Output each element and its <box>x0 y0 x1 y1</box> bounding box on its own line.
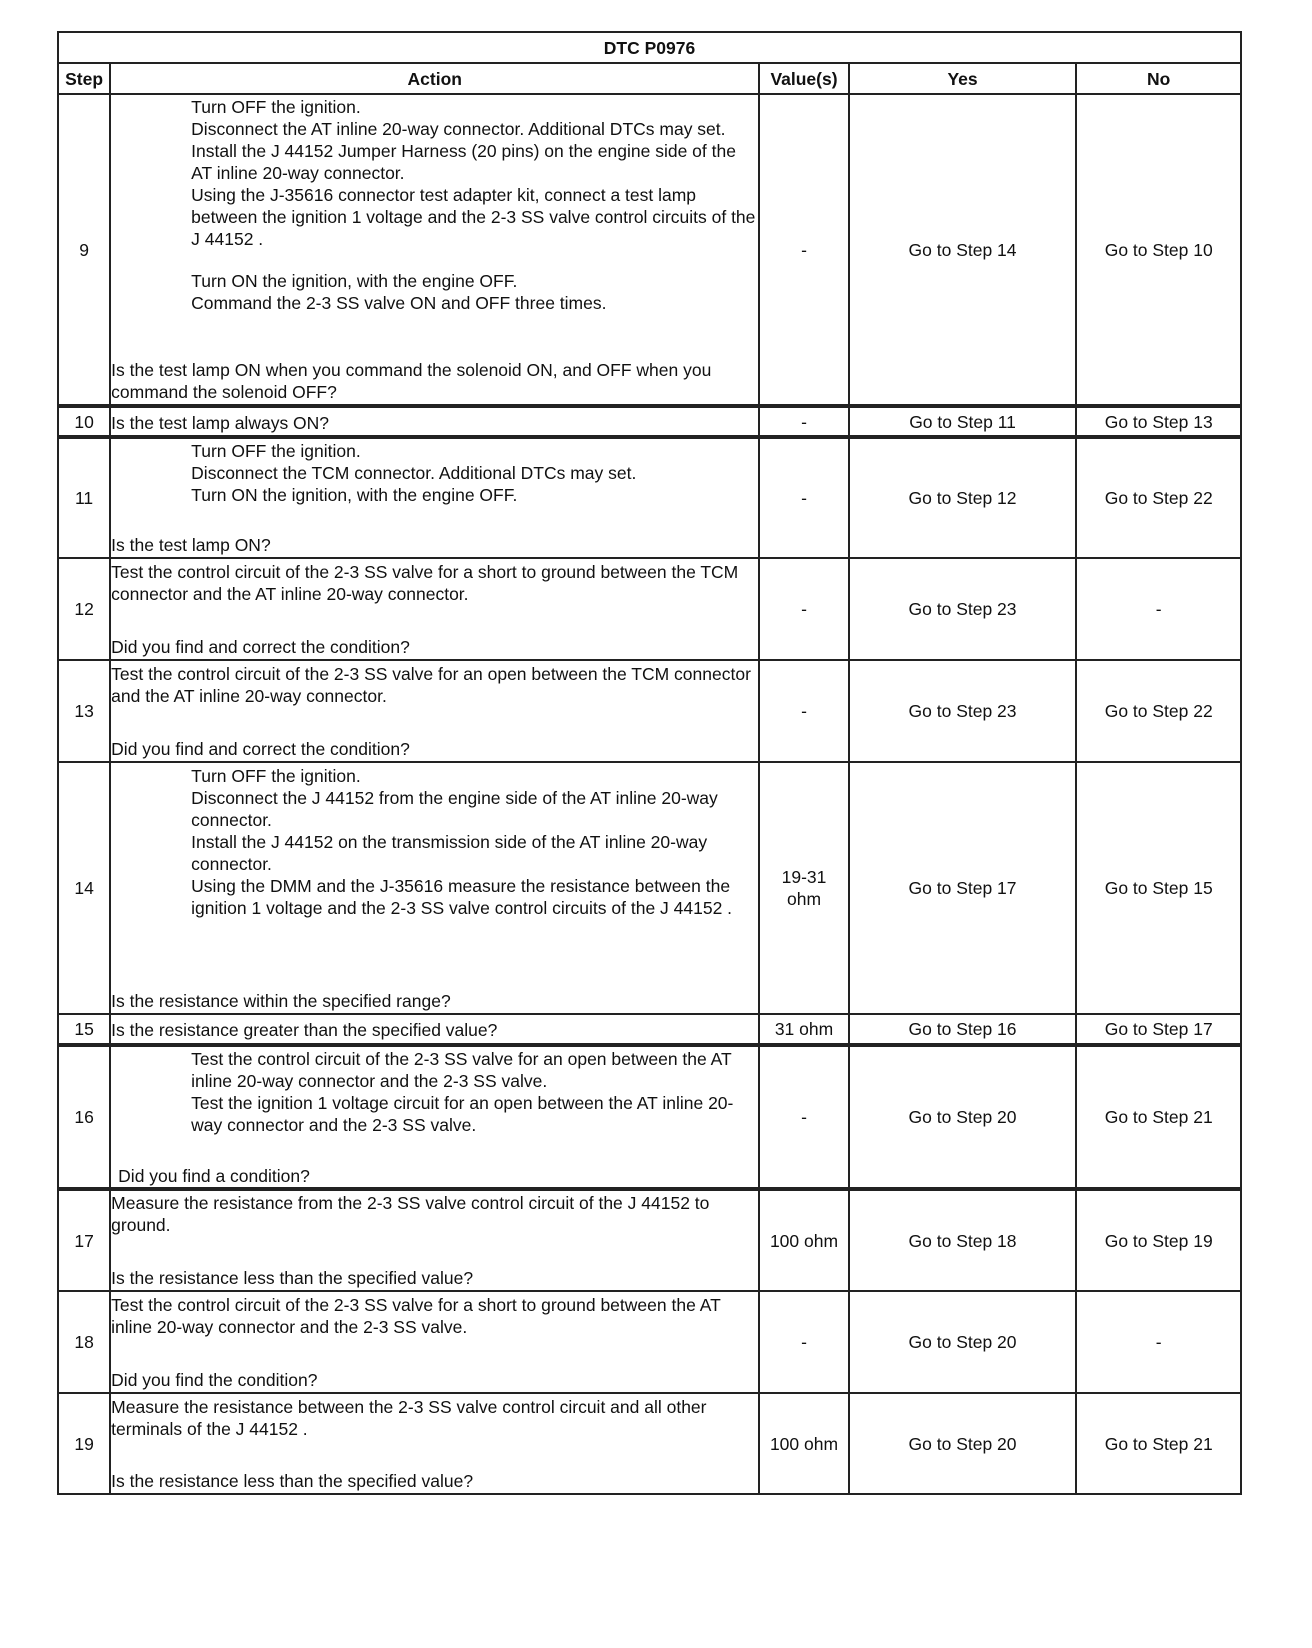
action-question: Did you find a condition? <box>118 1165 310 1186</box>
action-question: Is the resistance less than the specified value? <box>111 1268 474 1288</box>
table-row <box>58 762 1241 1014</box>
action-cell <box>110 762 759 1014</box>
action-question: Is the test lamp ON? <box>111 535 271 555</box>
action-cell <box>110 406 759 437</box>
value-cell: - <box>759 437 848 558</box>
step-number: 9 <box>58 94 110 406</box>
action-cell <box>110 660 759 762</box>
action-steps <box>111 1192 758 1236</box>
action-cell <box>110 94 759 406</box>
yes-cell: Go to Step 12 <box>849 437 1077 558</box>
header-no: No <box>1076 63 1241 94</box>
action-cell <box>110 1393 759 1494</box>
action-line: Measure the resistance from the 2-3 SS valve control circuit of the J 44152 to ground. <box>111 1193 715 1235</box>
action-line: Turn OFF the ignition. <box>191 765 361 786</box>
action-line: Disconnect the J 44152 from the engine side of the AT inline 20-way connector. <box>191 787 723 830</box>
table-row <box>58 94 1241 406</box>
step-number: 14 <box>58 762 110 1014</box>
value-cell: - <box>759 660 848 762</box>
table-row <box>58 1189 1241 1291</box>
action-steps <box>111 663 758 707</box>
action-line: Disconnect the AT inline 20-way connector. Additional DTCs may set. <box>191 119 726 139</box>
action-cell <box>110 558 759 660</box>
action-line: Test the control circuit of the 2-3 SS valve for an open between the AT inline 20-way connector and the 2-3 SS valve. <box>191 1048 737 1091</box>
no-cell: Go to Step 13 <box>1076 406 1241 437</box>
table-row <box>58 1393 1241 1494</box>
action-steps <box>111 1048 758 1136</box>
action-cell <box>110 1291 759 1393</box>
yes-cell: Go to Step 20 <box>849 1291 1077 1393</box>
header-action: Action <box>110 63 759 94</box>
action-line: Using the J-35616 connector test adapter kit, connect a test lamp between the ignition 1 voltage and the 2-3 SS valve control circuits of the J 44152 . <box>191 185 761 249</box>
action-question: Did you find and correct the condition? <box>111 636 410 657</box>
step-number: 12 <box>58 558 110 660</box>
table-row <box>58 1045 1241 1189</box>
action-line: Turn OFF the ignition. <box>191 97 361 117</box>
yes-cell: Go to Step 23 <box>849 558 1077 660</box>
yes-cell: Go to Step 17 <box>849 762 1077 1014</box>
yes-cell: Go to Step 16 <box>849 1014 1077 1045</box>
action-steps <box>111 96 761 314</box>
no-cell: Go to Step 17 <box>1076 1014 1241 1045</box>
no-cell: Go to Step 22 <box>1076 660 1241 762</box>
action-question: Is the resistance greater than the specified value? <box>111 1020 498 1040</box>
header-yes: Yes <box>849 63 1077 94</box>
table-row <box>58 660 1241 762</box>
step-number: 13 <box>58 660 110 762</box>
action-line: Using the DMM and the J-35616 measure the resistance between the ignition 1 voltage and the 2-3 SS valve control circuits of the J 44152 . <box>191 875 735 918</box>
action-question: Did you find and correct the condition? <box>111 738 410 759</box>
action-question: Is the resistance less than the specified value? <box>111 1470 474 1491</box>
step-number: 18 <box>58 1291 110 1393</box>
step-number: 11 <box>58 437 110 558</box>
action-line: Install the J 44152 on the transmission side of the AT inline 20-way connector. <box>191 831 712 874</box>
action-line: Test the control circuit of the 2-3 SS valve for an open between the TCM connector and the AT inline 20-way connector. <box>111 663 756 706</box>
no-cell: - <box>1076 558 1241 660</box>
table-body <box>58 94 1241 1494</box>
yes-cell: Go to Step 14 <box>849 94 1077 406</box>
action-cell <box>110 437 759 558</box>
step-number: 16 <box>58 1045 110 1189</box>
no-cell: Go to Step 10 <box>1076 94 1241 406</box>
value-cell: - <box>759 1291 848 1393</box>
value-cell: - <box>759 558 848 660</box>
value-cell: - <box>759 406 848 437</box>
table-row <box>58 406 1241 437</box>
yes-cell: Go to Step 18 <box>849 1189 1077 1291</box>
value-cell: - <box>759 94 848 406</box>
no-cell: Go to Step 19 <box>1076 1189 1241 1291</box>
value-cell: 100 ohm <box>759 1393 848 1494</box>
header-step: Step <box>58 63 110 94</box>
action-line: Test the control circuit of the 2-3 SS valve for a short to ground between the TCM connector and the AT inline 20-way connector. <box>111 561 744 604</box>
action-line: Turn OFF the ignition. <box>191 441 361 461</box>
no-cell: Go to Step 21 <box>1076 1393 1241 1494</box>
step-number: 15 <box>58 1014 110 1045</box>
action-line: Command the 2-3 SS valve ON and OFF three times. <box>191 293 607 313</box>
action-cell <box>110 1014 759 1045</box>
action-line: Install the J 44152 Jumper Harness (20 pins) on the engine side of the AT inline 20-way connector. <box>191 141 740 183</box>
yes-cell: Go to Step 20 <box>849 1045 1077 1189</box>
action-question: Is the resistance within the specified range? <box>111 990 451 1011</box>
yes-cell: Go to Step 20 <box>849 1393 1077 1494</box>
action-steps <box>111 765 758 919</box>
step-number: 10 <box>58 406 110 437</box>
no-cell: Go to Step 22 <box>1076 437 1241 558</box>
no-cell: - <box>1076 1291 1241 1393</box>
yes-cell: Go to Step 23 <box>849 660 1077 762</box>
action-cell <box>110 1189 759 1291</box>
table-row <box>58 1291 1241 1393</box>
action-line: Disconnect the TCM connector. Additional DTCs may set. <box>191 463 637 483</box>
action-steps <box>111 1294 758 1338</box>
action-steps <box>111 561 758 605</box>
action-steps <box>111 1396 758 1440</box>
no-cell: Go to Step 15 <box>1076 762 1241 1014</box>
action-line: Measure the resistance between the 2-3 SS valve control circuit and all other terminals of the J 44152 . <box>111 1396 712 1439</box>
table-row <box>58 558 1241 660</box>
table-row <box>58 1014 1241 1045</box>
action-line: Test the ignition 1 voltage circuit for an open between the AT inline 20-way connector and the 2-3 SS valve. <box>191 1092 734 1135</box>
value-cell: - <box>759 1045 848 1189</box>
action-line: Turn ON the ignition, with the engine OFF. <box>191 485 518 505</box>
value-cell: 19-31 ohm <box>759 762 848 1014</box>
action-steps <box>111 440 758 506</box>
table-row <box>58 437 1241 558</box>
step-number: 17 <box>58 1189 110 1291</box>
table-title: DTC P0976 <box>58 32 1241 63</box>
action-line: Test the control circuit of the 2-3 SS valve for a short to ground between the AT inline 20-way connector and the 2-3 SS valve. <box>111 1294 726 1337</box>
action-line: Turn ON the ignition, with the engine OFF. <box>191 271 518 291</box>
dtc-table <box>57 31 1242 1495</box>
action-question: Is the test lamp always ON? <box>111 412 330 433</box>
value-cell: 31 ohm <box>759 1014 848 1045</box>
step-number: 19 <box>58 1393 110 1494</box>
value-cell: 100 ohm <box>759 1189 848 1291</box>
action-question: Is the test lamp ON when you command the solenoid ON, and OFF when you command the solenoid OFF? <box>111 360 717 402</box>
yes-cell: Go to Step 11 <box>849 406 1077 437</box>
action-question: Did you find the condition? <box>111 1369 318 1390</box>
header-values: Value(s) <box>759 63 848 94</box>
action-cell <box>110 1045 759 1189</box>
action-line <box>191 250 758 270</box>
no-cell: Go to Step 21 <box>1076 1045 1241 1189</box>
